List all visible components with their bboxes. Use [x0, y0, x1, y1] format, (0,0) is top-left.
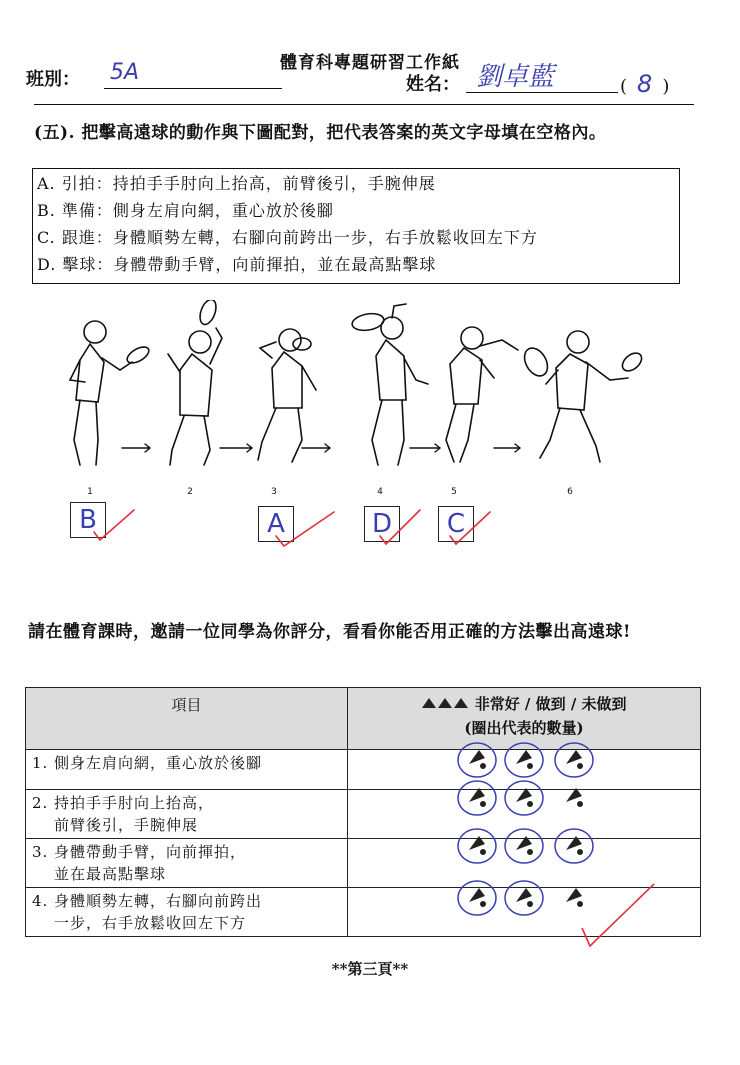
shuttlecock-rating-icon[interactable] — [458, 829, 496, 863]
table-row: 3. 身體帶動手臂，向前揮拍， 並在最高點擊球 — [26, 839, 701, 888]
figure-number-4: 4 — [377, 487, 383, 497]
class-value: 5A — [110, 60, 140, 85]
table-row: 4. 身體順勢左轉，右腳向前跨出 一步，右手放鬆收回左下方 — [26, 888, 701, 937]
shuttlecock-rating-icon[interactable] — [505, 881, 543, 915]
figure-number-1: 1 — [87, 487, 93, 497]
option-d: D. 擊球：身體帶動手臂，向前揮拍，並在最高點擊球 — [37, 255, 437, 274]
class-label: 班別： — [26, 69, 80, 90]
figure-number-5: 5 — [451, 487, 457, 497]
option-a: A. 引拍：持拍手手肘向上抬高，前臂後引，手腕伸展 — [37, 174, 436, 193]
table-row: 2. 持拍手手肘向上抬高， 前臂後引，手腕伸展 — [26, 790, 701, 839]
shuttlecock-rating-icon[interactable] — [566, 788, 583, 807]
figure-number-2: 2 — [187, 487, 193, 497]
shuttlecock-rating-icon[interactable] — [505, 743, 543, 777]
number-field: ( 8 ) — [620, 70, 670, 98]
rubric-header-rating: 非常好 / 做到 / 未做到 (圈出代表的數量) — [348, 688, 701, 750]
shuttlecock-rating-icon[interactable] — [566, 888, 583, 907]
answer-box-5[interactable]: C — [438, 506, 474, 542]
shuttlecock-rating-icon[interactable] — [458, 781, 496, 815]
table-row: 1. 側身左肩向網，重心放於後腳 — [26, 750, 701, 790]
shuttlecock-rating-icon[interactable] — [505, 781, 543, 815]
shuttlecock-rating-icon[interactable] — [555, 743, 593, 777]
shuttlecock-rating-icon[interactable] — [505, 829, 543, 863]
option-b: B. 準備：側身左肩向網，重心放於後腳 — [37, 201, 334, 220]
shuttlecock-rating-icon[interactable] — [555, 829, 593, 863]
worksheet-title: 體育科專題研習工作紙 — [280, 53, 460, 73]
shuttlecock-rating-icon[interactable] — [458, 743, 496, 777]
answer-box-3[interactable]: A — [258, 506, 294, 542]
section-title: (五). 把擊高遠球的動作與下圖配對，把代表答案的英文字母填在空格內。 — [34, 123, 607, 143]
rubric-checkmark — [582, 884, 654, 946]
name-label: 姓名： — [406, 74, 460, 95]
page-footer: **第三頁** — [331, 960, 409, 978]
rubric-header-item: 項目 — [26, 688, 348, 750]
figure-number-3: 3 — [271, 487, 277, 497]
shuttlecock-rating-icon[interactable] — [458, 881, 496, 915]
answer-box-4[interactable]: D — [364, 506, 400, 542]
answer-box-1[interactable]: B — [70, 502, 106, 538]
number-value: 8 — [637, 70, 653, 98]
invite-text: 請在體育課時，邀請一位同學為你評分，看看你能否用正確的方法擊出高遠球! — [28, 622, 631, 642]
name-value: 劉卓藍 — [476, 62, 555, 92]
option-c: C. 跟進：身體順勢左轉，右腳向前跨出一步，右手放鬆收回左下方 — [37, 228, 538, 247]
figure-number-6: 6 — [567, 487, 573, 497]
